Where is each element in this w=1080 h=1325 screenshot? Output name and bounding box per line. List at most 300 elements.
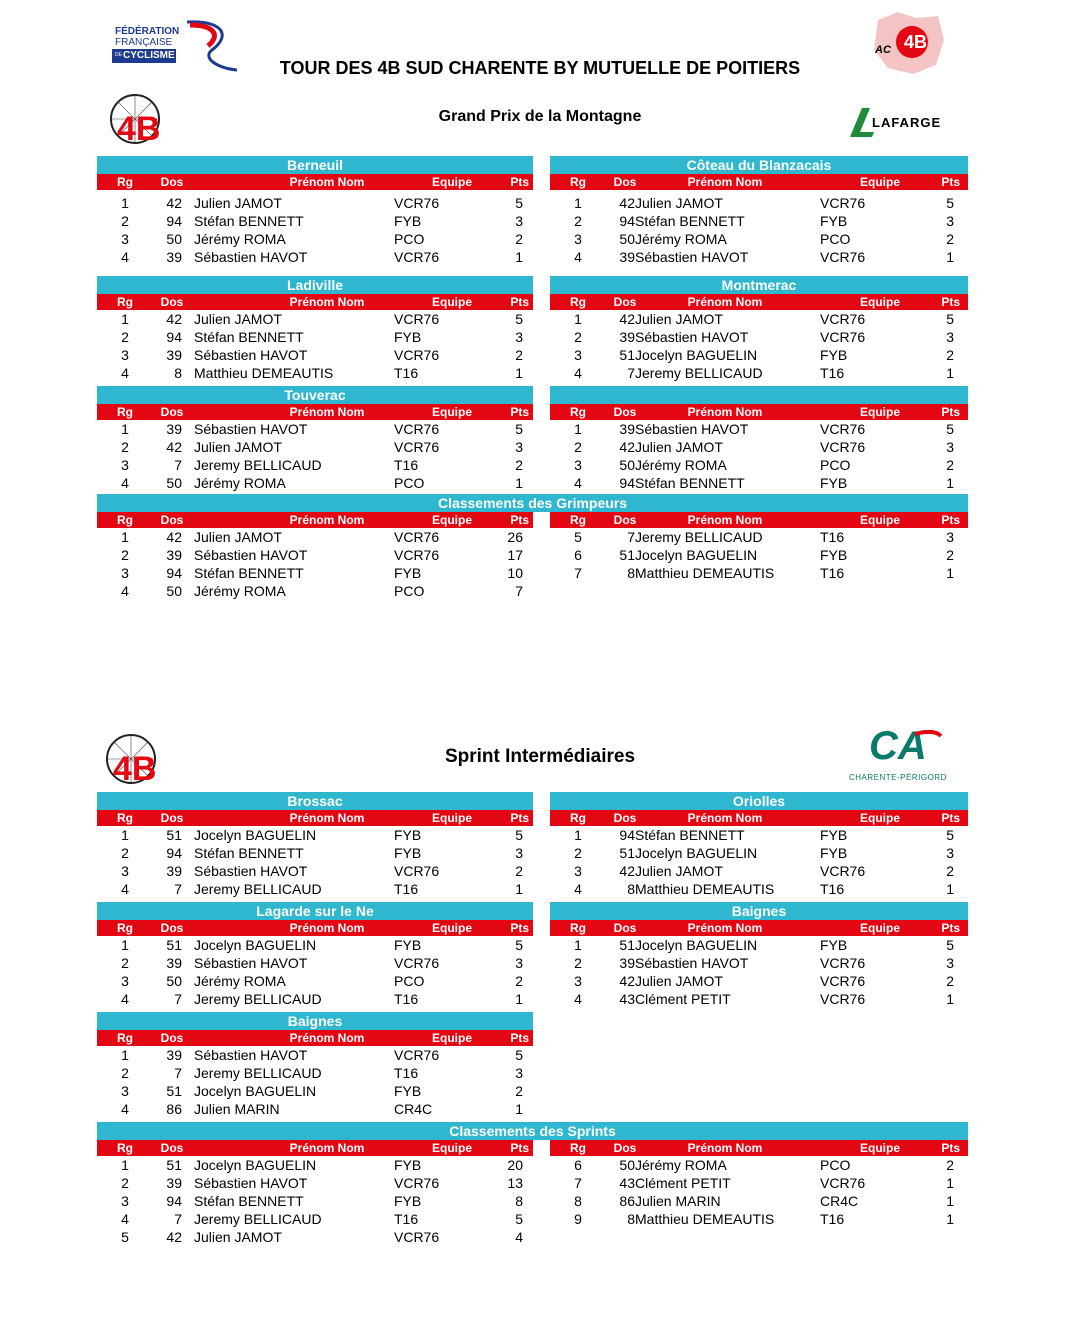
table-row — [97, 862, 533, 880]
team-cell: VCR76 — [820, 439, 866, 455]
col-rank-header: Rg — [570, 1141, 586, 1155]
rider-name-cell: Jocelyn BAGUELIN — [194, 1157, 317, 1173]
table-row — [550, 438, 968, 456]
rider-name-cell: Jocelyn BAGUELIN — [635, 547, 758, 563]
stage-title-bar: Baignes — [550, 902, 968, 920]
col-bib-header: Dos — [613, 811, 637, 825]
results-table — [550, 792, 968, 898]
column-header-row — [97, 810, 533, 826]
bib-cell: 86 — [166, 1101, 182, 1117]
bib-cell: 39 — [166, 421, 182, 437]
bib-cell: 39 — [166, 347, 182, 363]
points-cell: 7 — [515, 583, 523, 599]
col-points-header: Pts — [510, 1031, 529, 1045]
team-cell: FYB — [820, 475, 848, 491]
rank-cell: 1 — [121, 529, 129, 545]
rank-cell: 1 — [121, 1157, 129, 1173]
rider-name-cell: Jérémy ROMA — [194, 475, 286, 491]
col-name-header: Prénom Nom — [687, 175, 763, 189]
team-cell: VCR76 — [394, 195, 440, 211]
points-cell: 1 — [946, 881, 954, 897]
team-cell: FYB — [394, 329, 422, 345]
col-team-header: Equipe — [431, 1141, 472, 1155]
rider-name-cell: Jérémy ROMA — [635, 1157, 727, 1173]
lafarge-logo-text: LAFARGE — [872, 115, 942, 130]
rider-name-cell: Sébastien HAVOT — [635, 329, 749, 345]
rider-name-cell: Stéfan BENNETT — [194, 329, 304, 345]
rank-cell: 2 — [121, 1175, 129, 1191]
points-cell: 13 — [507, 1175, 523, 1191]
team-cell: FYB — [394, 1157, 422, 1173]
table-row — [550, 346, 968, 364]
table-row — [97, 826, 533, 844]
rank-cell: 6 — [574, 1157, 582, 1173]
rank-cell: 4 — [121, 475, 129, 491]
bib-cell: 42 — [166, 311, 182, 327]
table-row — [97, 880, 533, 898]
rider-name-cell: Matthieu DEMEAUTIS — [635, 565, 775, 581]
points-cell: 3 — [515, 439, 523, 455]
rank-cell: 2 — [121, 1065, 129, 1081]
rank-cell: 2 — [574, 955, 582, 971]
team-cell: FYB — [394, 1083, 422, 1099]
results-table — [550, 156, 968, 266]
points-cell: 1 — [946, 365, 954, 381]
rider-name-cell: Sébastien HAVOT — [194, 347, 308, 363]
col-points-header: Pts — [510, 921, 529, 935]
points-cell: 5 — [515, 827, 523, 843]
col-rank-header: Rg — [570, 405, 586, 419]
points-cell: 2 — [515, 973, 523, 989]
col-team-header: Equipe — [431, 1031, 472, 1045]
col-points-header: Pts — [941, 1141, 960, 1155]
stage-title-bar: Lagarde sur le Ne — [97, 902, 533, 920]
rank-cell: 1 — [574, 421, 582, 437]
team-cell: T16 — [394, 457, 419, 473]
bib-cell: 42 — [166, 529, 182, 545]
col-bib-header: Dos — [160, 295, 184, 309]
bib-cell: 51 — [619, 547, 635, 563]
bib-cell: 39 — [619, 329, 635, 345]
column-header-row — [97, 512, 533, 528]
rider-name-cell: Jeremy BELLICAUD — [194, 991, 322, 1007]
rider-name-cell: Jocelyn BAGUELIN — [635, 937, 758, 953]
table-row — [97, 844, 533, 862]
points-cell: 1 — [515, 1101, 523, 1117]
lafarge-l-icon — [850, 106, 874, 138]
team-cell: T16 — [820, 565, 845, 581]
team-cell: PCO — [820, 231, 851, 247]
bib-cell: 39 — [166, 1175, 182, 1191]
points-cell: 1 — [946, 1175, 954, 1191]
table-row — [550, 826, 968, 844]
col-points-header: Pts — [510, 513, 529, 527]
points-cell: 2 — [515, 347, 523, 363]
bib-cell: 8 — [627, 881, 635, 897]
bib-cell: 94 — [166, 565, 182, 581]
ca-swoosh-icon — [845, 728, 957, 768]
bib-cell: 8 — [627, 1211, 635, 1227]
rank-cell: 3 — [574, 231, 582, 247]
stage-title-bar: Ladiville — [97, 276, 533, 294]
team-cell: FYB — [820, 347, 848, 363]
rank-cell: 3 — [121, 347, 129, 363]
team-cell: T16 — [820, 365, 845, 381]
rider-name-cell: Julien JAMOT — [635, 863, 723, 879]
bib-cell: 51 — [166, 1083, 182, 1099]
col-team-header: Equipe — [859, 175, 900, 189]
points-cell: 2 — [946, 863, 954, 879]
region-map-icon — [868, 10, 946, 76]
rank-cell: 1 — [121, 1047, 129, 1063]
col-name-header: Prénom Nom — [289, 1141, 365, 1155]
col-points-header: Pts — [510, 175, 529, 189]
team-cell: FYB — [820, 845, 848, 861]
rider-name-cell: Julien JAMOT — [194, 529, 282, 545]
col-rank-header: Rg — [117, 1141, 133, 1155]
points-cell: 1 — [946, 991, 954, 1007]
credit-agricole-logo — [845, 724, 957, 784]
rider-name-cell: Jocelyn BAGUELIN — [635, 347, 758, 363]
rank-cell: 3 — [121, 973, 129, 989]
col-rank-header: Rg — [117, 405, 133, 419]
team-cell: VCR76 — [394, 547, 440, 563]
points-cell: 2 — [946, 457, 954, 473]
team-cell: T16 — [394, 365, 419, 381]
team-cell: T16 — [394, 1065, 419, 1081]
team-cell: T16 — [820, 529, 845, 545]
classement-table — [97, 512, 533, 600]
column-header-row — [550, 810, 968, 826]
col-points-header: Pts — [510, 295, 529, 309]
table-row — [550, 248, 968, 266]
table-row — [97, 456, 533, 474]
points-cell: 10 — [507, 565, 523, 581]
team-cell: VCR76 — [394, 955, 440, 971]
col-bib-header: Dos — [613, 921, 637, 935]
rank-cell: 3 — [574, 863, 582, 879]
table-row — [97, 1100, 533, 1118]
bib-cell: 50 — [619, 231, 635, 247]
bib-cell: 50 — [166, 583, 182, 599]
rank-cell: 3 — [574, 347, 582, 363]
rider-name-cell: Julien JAMOT — [194, 439, 282, 455]
bib-cell: 39 — [166, 547, 182, 563]
col-name-header: Prénom Nom — [289, 1031, 365, 1045]
rider-name-cell: Stéfan BENNETT — [635, 213, 745, 229]
table-row — [97, 420, 533, 438]
rider-name-cell: Stéfan BENNETT — [635, 475, 745, 491]
rider-name-cell: Sébastien HAVOT — [194, 1047, 308, 1063]
bib-cell: 39 — [166, 1047, 182, 1063]
column-header-row — [97, 920, 533, 936]
bib-cell: 42 — [619, 439, 635, 455]
bib-cell: 50 — [619, 457, 635, 473]
table-row — [97, 1156, 533, 1174]
ffc-logo-line2: FRANÇAISE — [115, 37, 173, 48]
table-row — [97, 1082, 533, 1100]
bib-cell: 7 — [627, 529, 635, 545]
team-cell: VCR76 — [394, 421, 440, 437]
table-row — [550, 212, 968, 230]
bib-cell: 7 — [174, 457, 182, 473]
team-cell: VCR76 — [394, 439, 440, 455]
tour-logo-number-sprint: 4B — [113, 750, 157, 788]
table-row — [97, 1064, 533, 1082]
team-cell: PCO — [394, 583, 425, 599]
results-table — [97, 276, 533, 382]
points-cell: 3 — [515, 213, 523, 229]
points-cell: 20 — [507, 1157, 523, 1173]
stage-title-bar: Oriolles — [550, 792, 968, 810]
rank-cell: 1 — [121, 311, 129, 327]
col-points-header: Pts — [941, 175, 960, 189]
rider-name-cell: Julien JAMOT — [194, 311, 282, 327]
col-name-header: Prénom Nom — [687, 1141, 763, 1155]
rider-name-cell: Matthieu DEMEAUTIS — [194, 365, 334, 381]
col-rank-header: Rg — [570, 295, 586, 309]
col-team-header: Equipe — [859, 513, 900, 527]
rider-name-cell: Sébastien HAVOT — [194, 863, 308, 879]
col-team-header: Equipe — [859, 921, 900, 935]
rank-cell: 3 — [121, 863, 129, 879]
column-header-row — [550, 174, 968, 190]
column-header-row — [550, 512, 968, 528]
table-row — [550, 546, 968, 564]
rider-name-cell: Jocelyn BAGUELIN — [194, 1083, 317, 1099]
bib-cell: 7 — [174, 1211, 182, 1227]
bib-cell: 7 — [174, 881, 182, 897]
points-cell: 1 — [946, 1211, 954, 1227]
points-cell: 3 — [515, 845, 523, 861]
results-table — [97, 386, 533, 492]
col-name-header: Prénom Nom — [289, 405, 365, 419]
main-title: TOUR DES 4B SUD CHARENTE BY MUTUELLE DE POITIERS — [279, 58, 801, 78]
rank-cell: 4 — [574, 475, 582, 491]
bib-cell: 94 — [166, 329, 182, 345]
col-rank-header: Rg — [117, 513, 133, 527]
rider-name-cell: Sébastien HAVOT — [194, 249, 308, 265]
table-row — [550, 880, 968, 898]
ca-logo-text: CA — [869, 724, 927, 768]
bib-cell: 39 — [619, 421, 635, 437]
bib-cell: 86 — [619, 1193, 635, 1209]
bib-cell: 51 — [619, 845, 635, 861]
table-row — [550, 972, 968, 990]
col-team-header: Equipe — [431, 175, 472, 189]
table-row — [97, 564, 533, 582]
team-cell: VCR76 — [394, 347, 440, 363]
rider-name-cell: Jeremy BELLICAUD — [194, 881, 322, 897]
points-cell: 3 — [946, 845, 954, 861]
column-header-row — [550, 1140, 968, 1156]
rank-cell: 3 — [121, 1083, 129, 1099]
montagne-title: Grand Prix de la Montagne — [438, 108, 642, 125]
rider-name-cell: Stéfan BENNETT — [194, 1193, 304, 1209]
rank-cell: 4 — [121, 249, 129, 265]
col-points-header: Pts — [510, 811, 529, 825]
rank-cell: 3 — [121, 457, 129, 473]
bib-cell: 42 — [619, 195, 635, 211]
rider-name-cell: Jérémy ROMA — [194, 973, 286, 989]
results-table — [97, 792, 533, 898]
rider-name-cell: Stéfan BENNETT — [194, 213, 304, 229]
rider-name-cell: Sébastien HAVOT — [194, 547, 308, 563]
table-row — [97, 194, 533, 212]
team-cell: VCR76 — [820, 249, 866, 265]
table-row — [97, 1210, 533, 1228]
col-name-header: Prénom Nom — [289, 811, 365, 825]
points-cell: 1 — [515, 365, 523, 381]
table-row — [97, 936, 533, 954]
rank-cell: 3 — [121, 231, 129, 247]
col-bib-header: Dos — [613, 405, 637, 419]
rider-name-cell: Sébastien HAVOT — [635, 421, 749, 437]
points-cell: 5 — [515, 937, 523, 953]
rider-name-cell: Julien JAMOT — [635, 311, 723, 327]
col-name-header: Prénom Nom — [289, 295, 365, 309]
col-name-header: Prénom Nom — [289, 921, 365, 935]
table-row — [97, 364, 533, 382]
bib-cell: 51 — [166, 937, 182, 953]
points-cell: 5 — [515, 1211, 523, 1227]
col-bib-header: Dos — [160, 921, 184, 935]
table-row — [550, 474, 968, 492]
ffc-logo-small: DE — [115, 52, 122, 58]
classement-table — [97, 1140, 533, 1246]
col-bib-header: Dos — [160, 1141, 184, 1155]
table-row — [97, 972, 533, 990]
team-cell: FYB — [394, 937, 422, 953]
points-cell: 2 — [946, 231, 954, 247]
bib-cell: 94 — [166, 845, 182, 861]
col-points-header: Pts — [941, 811, 960, 825]
team-cell: VCR76 — [394, 1229, 440, 1245]
rank-cell: 1 — [121, 421, 129, 437]
col-bib-header: Dos — [160, 811, 184, 825]
team-cell: VCR76 — [394, 311, 440, 327]
rider-name-cell: Jérémy ROMA — [194, 583, 286, 599]
col-bib-header: Dos — [160, 405, 184, 419]
rank-cell: 9 — [574, 1211, 582, 1227]
rank-cell: 4 — [121, 1211, 129, 1227]
stage-title-bar: Berneuil — [97, 156, 533, 174]
ca-logo-sub: CHARENTE-PÉRIGORD — [849, 773, 947, 782]
col-points-header: Pts — [941, 295, 960, 309]
bib-cell: 50 — [166, 231, 182, 247]
rank-cell: 5 — [121, 1229, 129, 1245]
rider-name-cell: Jocelyn BAGUELIN — [194, 827, 317, 843]
points-cell: 2 — [515, 1083, 523, 1099]
col-bib-header: Dos — [160, 1031, 184, 1045]
table-row — [97, 1192, 533, 1210]
col-team-header: Equipe — [431, 811, 472, 825]
tour-logo-number: 4B — [117, 110, 161, 148]
table-row — [97, 582, 533, 600]
team-cell: FYB — [394, 565, 422, 581]
table-row — [550, 954, 968, 972]
team-cell: T16 — [394, 881, 419, 897]
points-cell: 5 — [946, 195, 954, 211]
table-row — [97, 990, 533, 1008]
bib-cell: 39 — [166, 249, 182, 265]
rank-cell: 4 — [574, 991, 582, 1007]
sprint-title: Sprint Intermédiaires — [444, 746, 636, 767]
table-row — [97, 546, 533, 564]
bib-cell: 94 — [619, 213, 635, 229]
col-points-header: Pts — [941, 513, 960, 527]
col-team-header: Equipe — [859, 295, 900, 309]
team-cell: VCR76 — [394, 1047, 440, 1063]
col-bib-header: Dos — [613, 175, 637, 189]
col-rank-header: Rg — [117, 295, 133, 309]
rider-name-cell: Matthieu DEMEAUTIS — [635, 1211, 775, 1227]
points-cell: 2 — [946, 347, 954, 363]
points-cell: 5 — [946, 937, 954, 953]
table-row — [97, 528, 533, 546]
rank-cell: 4 — [121, 991, 129, 1007]
rank-cell: 4 — [121, 365, 129, 381]
col-team-header: Equipe — [859, 405, 900, 419]
bib-cell: 51 — [619, 347, 635, 363]
rider-name-cell: Julien MARIN — [635, 1193, 721, 1209]
team-cell: FYB — [820, 937, 848, 953]
col-points-header: Pts — [510, 1141, 529, 1155]
team-cell: VCR76 — [820, 991, 866, 1007]
column-header-row — [550, 920, 968, 936]
bib-cell: 39 — [619, 955, 635, 971]
results-table — [97, 902, 533, 1008]
rider-name-cell: Jeremy BELLICAUD — [635, 365, 763, 381]
rank-cell: 4 — [121, 583, 129, 599]
rank-cell: 2 — [121, 955, 129, 971]
bib-cell: 42 — [619, 311, 635, 327]
team-cell: VCR76 — [820, 863, 866, 879]
rider-name-cell: Julien JAMOT — [635, 439, 723, 455]
team-cell: PCO — [394, 231, 425, 247]
bib-cell: 39 — [166, 955, 182, 971]
points-cell: 3 — [515, 329, 523, 345]
bib-cell: 50 — [166, 973, 182, 989]
col-bib-header: Dos — [160, 513, 184, 527]
table-row — [97, 310, 533, 328]
team-cell: VCR76 — [394, 863, 440, 879]
points-cell: 3 — [946, 213, 954, 229]
team-cell: VCR76 — [820, 195, 866, 211]
classement-table — [550, 512, 968, 582]
bib-cell: 39 — [166, 863, 182, 879]
table-row — [550, 310, 968, 328]
rider-name-cell: Jeremy BELLICAUD — [635, 529, 763, 545]
rank-cell: 4 — [574, 881, 582, 897]
table-row — [550, 420, 968, 438]
col-bib-header: Dos — [613, 513, 637, 527]
team-cell: VCR76 — [820, 955, 866, 971]
points-cell: 3 — [515, 955, 523, 971]
points-cell: 3 — [946, 955, 954, 971]
points-cell: 2 — [946, 1157, 954, 1173]
bib-cell: 50 — [166, 475, 182, 491]
team-cell: VCR76 — [820, 311, 866, 327]
col-name-header: Prénom Nom — [687, 295, 763, 309]
bib-cell: 7 — [174, 991, 182, 1007]
team-cell: PCO — [820, 457, 851, 473]
bib-cell: 51 — [166, 827, 182, 843]
rank-cell: 1 — [574, 195, 582, 211]
team-cell: T16 — [820, 881, 845, 897]
col-rank-header: Rg — [117, 921, 133, 935]
team-cell: CR4C — [394, 1101, 433, 1117]
